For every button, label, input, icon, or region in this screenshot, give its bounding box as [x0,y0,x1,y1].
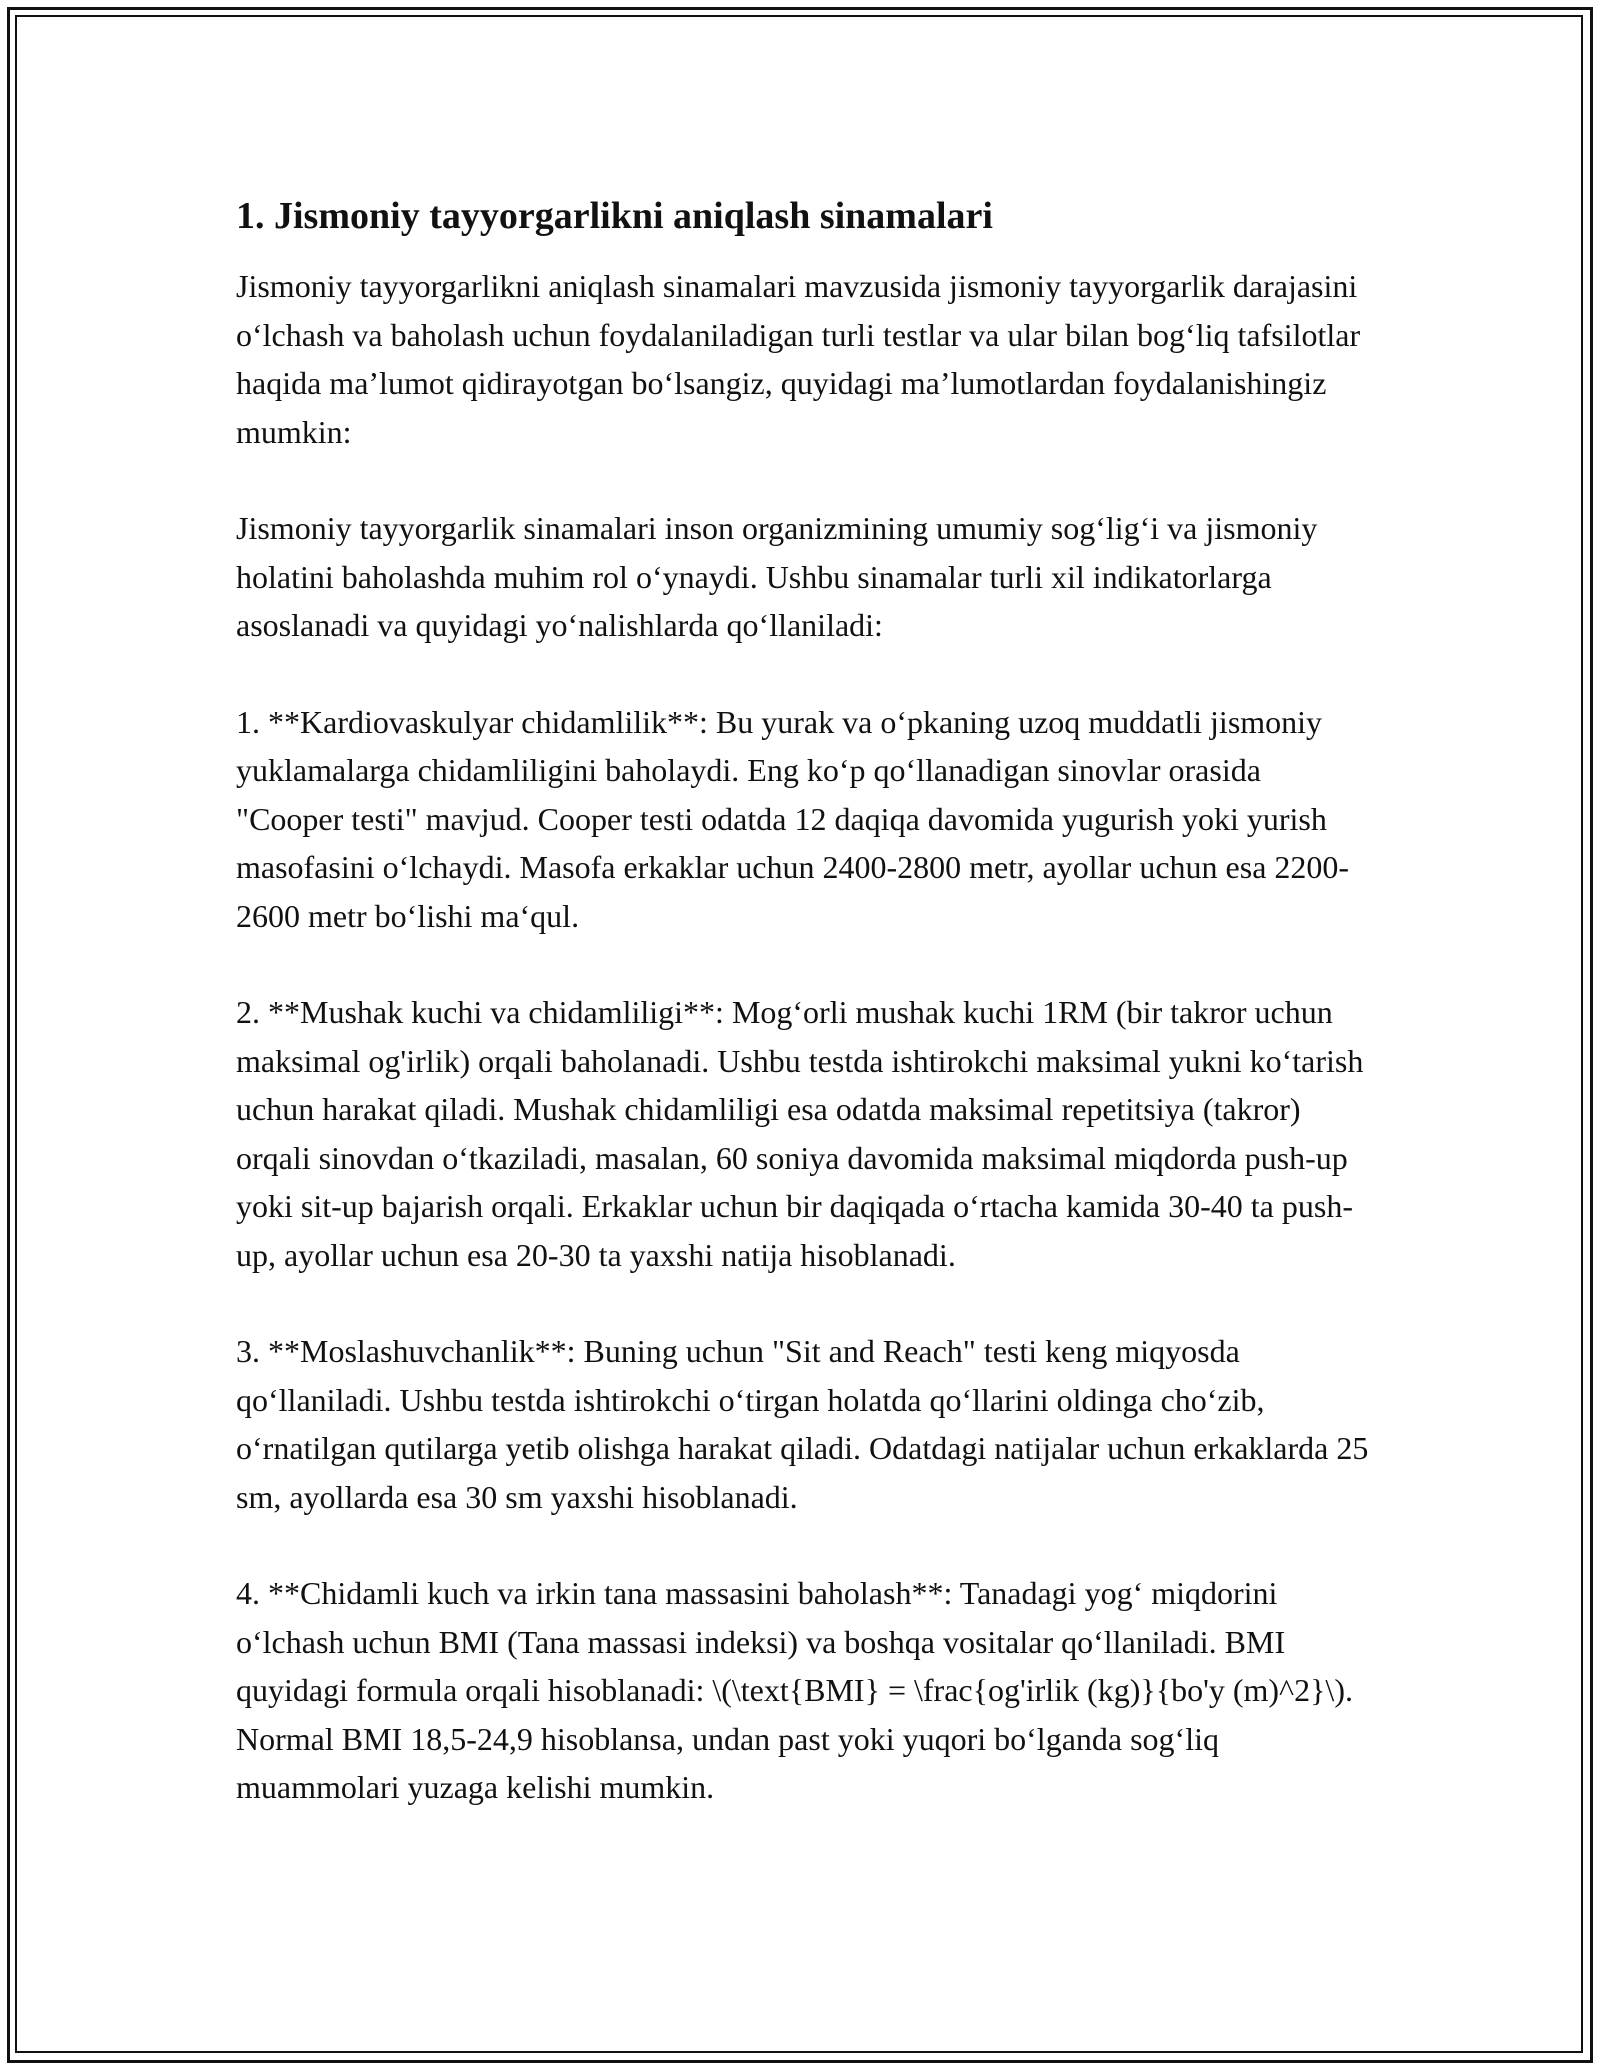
flexibility-paragraph: 3. **Moslashuvchanlik**: Buning uchun "Sit and Reach" testi keng miqyosda qo‘llaniladi. Ushbu testda ishtirokchi o‘tirgan holatda qo‘llarini oldinga cho‘zib, o‘rnatilgan qutilarga yetib olishga harakat qiladi. Odatdagi natijalar uchun erkaklarda 25 sm, ayollarda esa 30 sm yaxshi hisoblanadi. [236,1333,1369,1515]
cardio-endurance-paragraph: 1. **Kardiovaskulyar chidamlilik**: Bu yurak va o‘pkaning uzoq muddatli jismoniy yuklamalarga chidamliligini baholaydi. Eng ko‘p qo‘llanadigan sinovlar orasida "Cooper testi" mavjud. Cooper testi odatda 12 daqiqa davomida yugurish yoki yurish masofasini o‘lchaydi. Masofa erkaklar uchun 2400-2800 metr, ayollar uchun esa 2200-2600 metr bo‘lishi ma‘qul. [236,703,1350,934]
muscle-strength-paragraph: 2. **Mushak kuchi va chidamliligi**: Mog‘orli mushak kuchi 1RM (bir takror uchun maksimal og'irlik) orqali baholanadi. Ushbu testda ishtirokchi maksimal yukni ko‘tarish uchun harakat qiladi. Mushak chidamliligi esa odatda maksimal repetitsiya (takror) orqali sinovdan o‘tkaziladi, masalan, 60 soniya davomida maksimal miqdorda push-up yoki sit-up bajarish orqali. Erkaklar uchun bir daqiqada o‘rtacha kamida 30-40 ta push-up, ayollar uchun esa 20-30 ta yaxshi natija hisoblanadi. [236,994,1364,1273]
body-mass-paragraph: 4. **Chidamli kuch va irkin tana massasini baholash**: Tanadagi yog‘ miqdorini o‘lchash uchun BMI (Tana massasi indeksi) va boshqa vositalar qo‘llaniladi. BMI quyidagi formula orqali hisoblanadi: \(\text{BMI} = \frac{og'irlik (kg)}{bo'y (m)^2}\). Normal BMI 18,5-24,9 hisoblansa, undan past yoki yuqori bo‘lganda sog‘liq muammolari yuzaga kelishi mumkin. [236,1575,1353,1805]
document-title: 1. Jismoniy tayyorgarlikni aniqlash sinamalari [236,195,993,237]
overview-paragraph: Jismoniy tayyorgarlik sinamalari inson organizmining umumiy sog‘lig‘i va jismoniy holatini baholashda muhim rol o‘ynaydi. Ushbu sinamalar turli xil indikatorlarga asoslanadi va quyidagi yo‘nalishlarda qo‘llaniladi: [236,510,1318,643]
document-body [236,186,1376,1812]
intro-paragraph: Jismoniy tayyorgarlikni aniqlash sinamalari mavzusida jismoniy tayyorgarlik darajasini o‘lchash va baholash uchun foydalaniladigan turli testlar va ular bilan bog‘liq tafsilotlar haqida ma’lumot qidirayotgan bo‘lsangiz, quyidagi ma’lumotlardan foydalanishingiz mumkin: [236,268,1361,450]
